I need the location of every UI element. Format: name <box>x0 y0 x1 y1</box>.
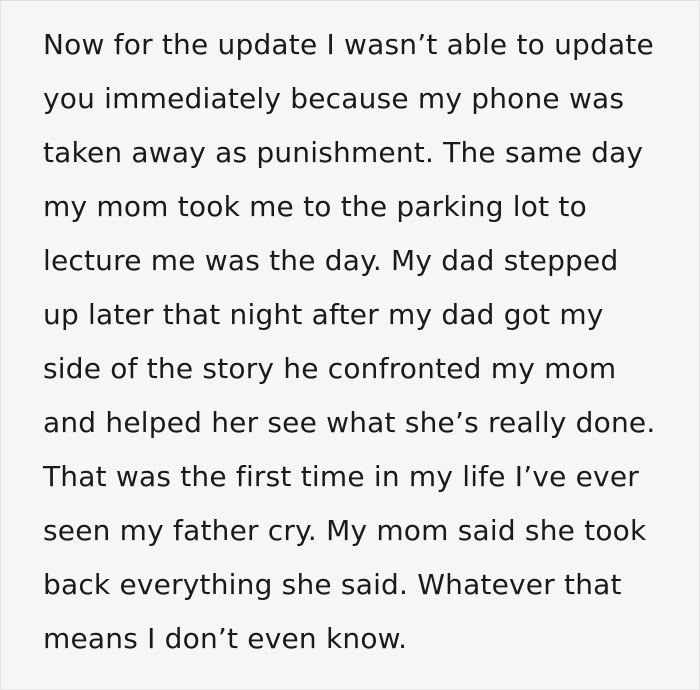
post-text-line: my mom took me to the parking lot to <box>43 190 587 223</box>
post-text-line: and helped her see what she’s really done. <box>43 406 656 439</box>
post-text-line: means I don’t even know. <box>43 622 408 655</box>
post-text-line: Now for the update I wasn’t able to update <box>43 28 654 61</box>
post-text-line: back everything she said. Whatever that <box>43 568 622 601</box>
post-text-line: up later that night after my dad got my <box>43 298 604 331</box>
post-text-line: lecture me was the day. My dad stepped <box>43 244 619 277</box>
post-text-line: side of the story he confronted my mom <box>43 352 617 385</box>
post-text-line: seen my father cry. My mom said she took <box>43 514 647 547</box>
post-text-line: That was the first time in my life I’ve ever <box>43 460 639 493</box>
post-text-line: you immediately because my phone was <box>43 82 625 115</box>
post-text-line: taken away as punishment. The same day <box>43 136 644 169</box>
